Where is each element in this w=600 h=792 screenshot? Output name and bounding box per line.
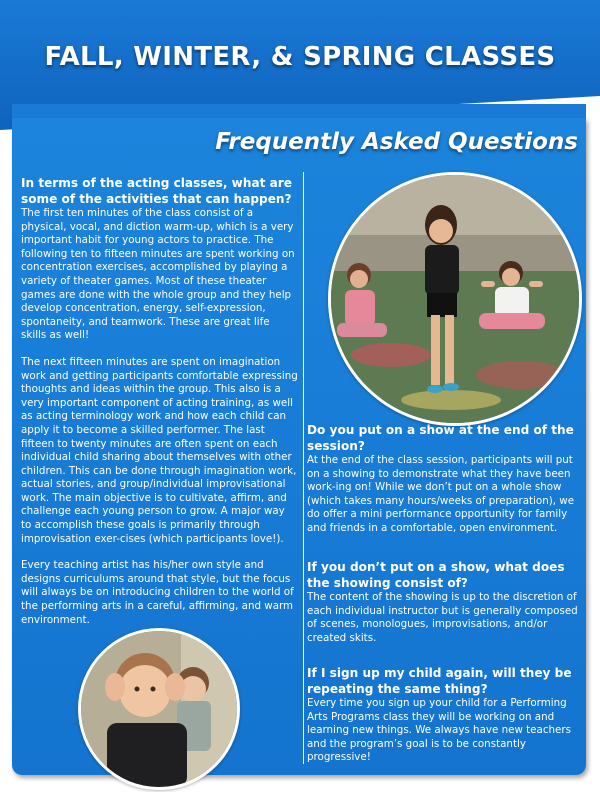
question-showing: If you don’t put on a show, what does the showing consist of?	[307, 560, 565, 590]
answer-activities-p2: The next fifteen minutes are spent on imagination work and getting participants comfortable expressing thoughts and ideas within the group. This also is a very important component of acting training, as well as acting terminology work and how each child can apply it to become a skilled performer. The last fifteen to twenty minutes are often spent on each individual child sharing about themselves with other children. This can be done through imagination work, actual stories, and group/individual improvisational work. The main objective is to cultivate, affirm, and challenge each young person to grow. A major way to accomplish these goals is primarily through improvisation exer-cises (which participants love!).	[21, 355, 298, 545]
question-activities: In terms of the acting classes, what are some of the activities that can happen?	[21, 176, 292, 206]
right-column-block-1	[307, 423, 579, 536]
column-divider	[303, 172, 304, 764]
question-show: Do you put on a show at the end of the session?	[307, 423, 574, 453]
right-column-block-3	[307, 666, 579, 765]
answer-showing: The content of the showing is up to the discretion of each individual instructor but is generally composed of scenes, monologues, improvisations, and/or created skits.	[307, 591, 578, 644]
answer-show: At the end of the class session, participants will put on a showing to demonstrate what they have been work-ing on! While we don’t put on a whole show (which takes many hours/weeks of preparation), we do offer a mini performance opportunity for family and friends in a comfortable, open environment.	[307, 454, 575, 534]
right-column-block-2	[307, 560, 579, 645]
photo-boys-acting	[78, 628, 240, 790]
photo-girls-acting	[328, 172, 582, 426]
answer-activities-p3: Every teaching artist has his/her own style and designs curriculums around that style, but the focus will always be on introducing children to the world of the performing arts in a careful, affirming, and warm environment.	[21, 559, 294, 626]
question-repeat: If I sign up my child again, will they be repeating the same thing?	[307, 666, 572, 696]
photo-boys-illustration	[81, 631, 237, 787]
faq-heading: Frequently Asked Questions	[215, 129, 578, 155]
answer-repeat: Every time you sign up your child for a Performing Arts Programs class they will be working on and learning new things. We always have new teachers and the program’s goal is to be constantly progressive!	[307, 697, 571, 764]
photo-girls-illustration	[331, 175, 579, 423]
answer-activities-p1: The first ten minutes of the class consist of a physical, vocal, and diction warm-up, which is a very important habit for young actors to practice. The following ten to fifteen minutes are spent working on concentration exercises, accomplished by playing a variety of theater games. Most of these theater games are done with the whole group and they help develop concentration, energy, self-expression, spontaneity, and teamwork. These are great life skills as well!	[21, 207, 295, 342]
page-title: FALL, WINTER, & SPRING CLASSES	[44, 42, 556, 72]
left-column	[21, 176, 298, 627]
